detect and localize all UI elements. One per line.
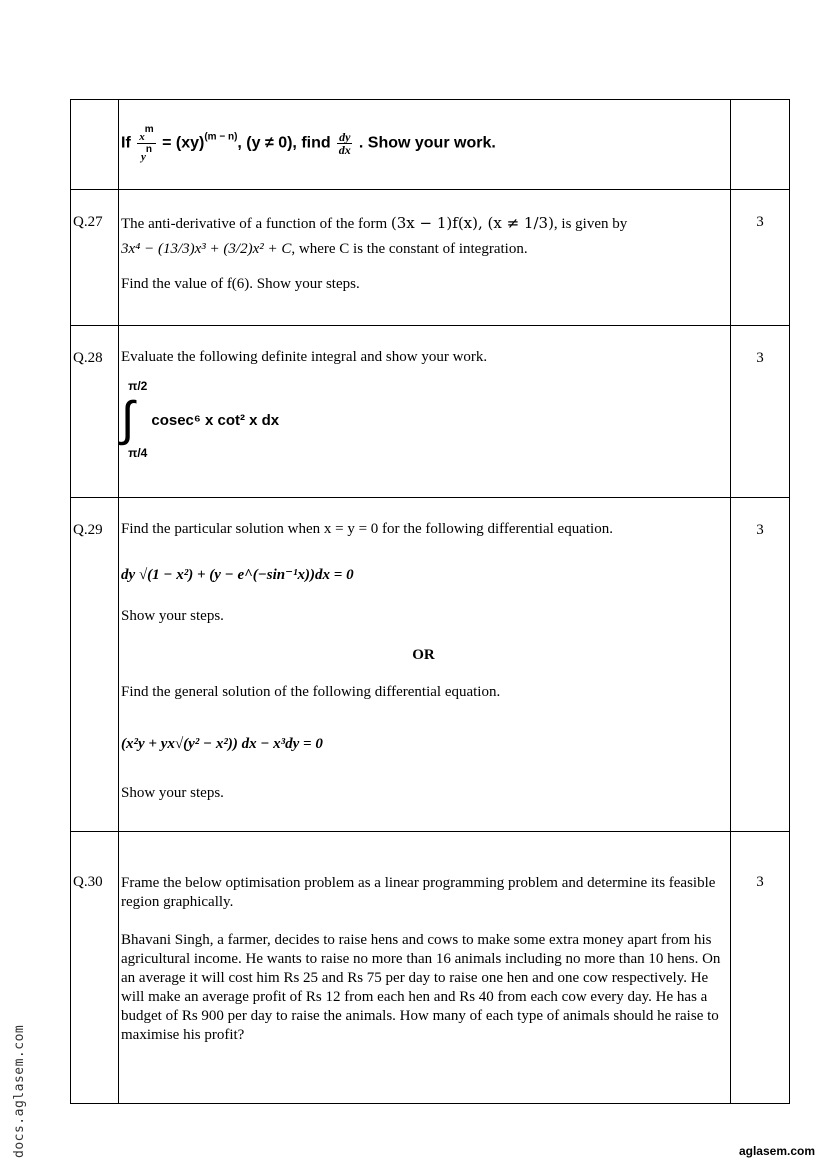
expr-if: If bbox=[121, 134, 131, 152]
watermark-right: aglasem.com bbox=[738, 1144, 815, 1158]
marks: 3 bbox=[731, 498, 790, 832]
q29-steps-1: Show your steps. bbox=[121, 608, 224, 624]
question-number: Q.28 bbox=[71, 326, 119, 498]
integral-expression bbox=[121, 377, 726, 463]
question-row-q27 bbox=[71, 190, 790, 326]
q29-line1: Find the particular solution when x = y = 0 for the following differential equation. bbox=[121, 521, 613, 537]
math-expression-dydx: If $\frac{xm}{yn}$ = (xy)$^{(m - n)}$, (y ≠ 0), find $\frac{dy}{dx}$ . Show your work. bbox=[121, 124, 496, 163]
question-row-q28 bbox=[71, 326, 790, 498]
lower-limit: π/4 bbox=[128, 446, 148, 460]
watermark-left: docs.aglasem.com bbox=[12, 1024, 27, 1158]
question-row-q29 bbox=[71, 498, 790, 832]
q29-steps-2: Show your steps. bbox=[121, 785, 224, 801]
question-number: Q.30 bbox=[71, 832, 119, 1104]
question-row-continuation bbox=[71, 100, 790, 190]
question-number: Q.27 bbox=[71, 190, 119, 326]
q29-line2: Find the general solution of the following differential equation. bbox=[121, 684, 501, 700]
q30-para2: Bhavani Singh, a farmer, decides to raise hens and cows to make some extra money apart from his agricultural income. He wants to raise no more than 16 animals including no more than 10 hens. On an average it will cost him Rs 25 and Rs 75 per day to raise one hen and one cow respectively. He will make an average profit of Rs 12 from each hen and Rs 40 from each cow every day. He has a budget of Rs 900 per day to raise the animals. How many of each type of animals should he raise to maximise his profit? bbox=[121, 932, 721, 1043]
or-separator: OR bbox=[412, 647, 435, 663]
q27-line3: Find the value of f(6). Show your steps. bbox=[121, 276, 360, 292]
question-number: Q.29 bbox=[71, 498, 119, 832]
q30-para1: Frame the below optimisation problem as a linear programming problem and determine its feasible region graphically. bbox=[121, 875, 716, 910]
q27-line1: The anti-derivative of a function of the form (3x − 1)f(x), (x ≠ 1/3), is given by bbox=[121, 214, 628, 232]
marks: 3 bbox=[731, 190, 790, 326]
expr-tail: . Show your work. bbox=[358, 134, 496, 152]
question-body bbox=[119, 832, 731, 1104]
expr-cond: , (y ≠ 0), find bbox=[237, 134, 331, 152]
question-number bbox=[71, 100, 119, 190]
marks: 3 bbox=[731, 832, 790, 1104]
upper-limit: π/2 bbox=[128, 379, 148, 393]
question-body bbox=[119, 190, 731, 326]
question-body bbox=[119, 100, 731, 190]
integrand: cosec⁶ x cot² x dx bbox=[151, 411, 280, 429]
question-body bbox=[119, 326, 731, 498]
q28-line1: Evaluate the following definite integral and show your work. bbox=[121, 349, 488, 365]
question-body bbox=[119, 498, 731, 832]
expr-mid: = (xy) bbox=[162, 134, 205, 152]
q27-line2: 3x⁴ − (13/3)x³ + (3/2)x² + C, where C is the constant of integration. bbox=[121, 241, 528, 257]
marks bbox=[731, 100, 790, 190]
question-table bbox=[70, 99, 790, 1104]
integral-sign: ∫ bbox=[121, 393, 135, 446]
q29-equation-2: (x²y + yx√(y² − x²)) dx − x³dy = 0 bbox=[121, 736, 323, 752]
q29-equation-1: dy √(1 − x²) + (y − e^(−sin⁻¹x))dx = 0 bbox=[121, 567, 354, 583]
question-row-q30 bbox=[71, 832, 790, 1104]
expr-exponent: (m − n) bbox=[204, 131, 238, 143]
marks: 3 bbox=[731, 326, 790, 498]
